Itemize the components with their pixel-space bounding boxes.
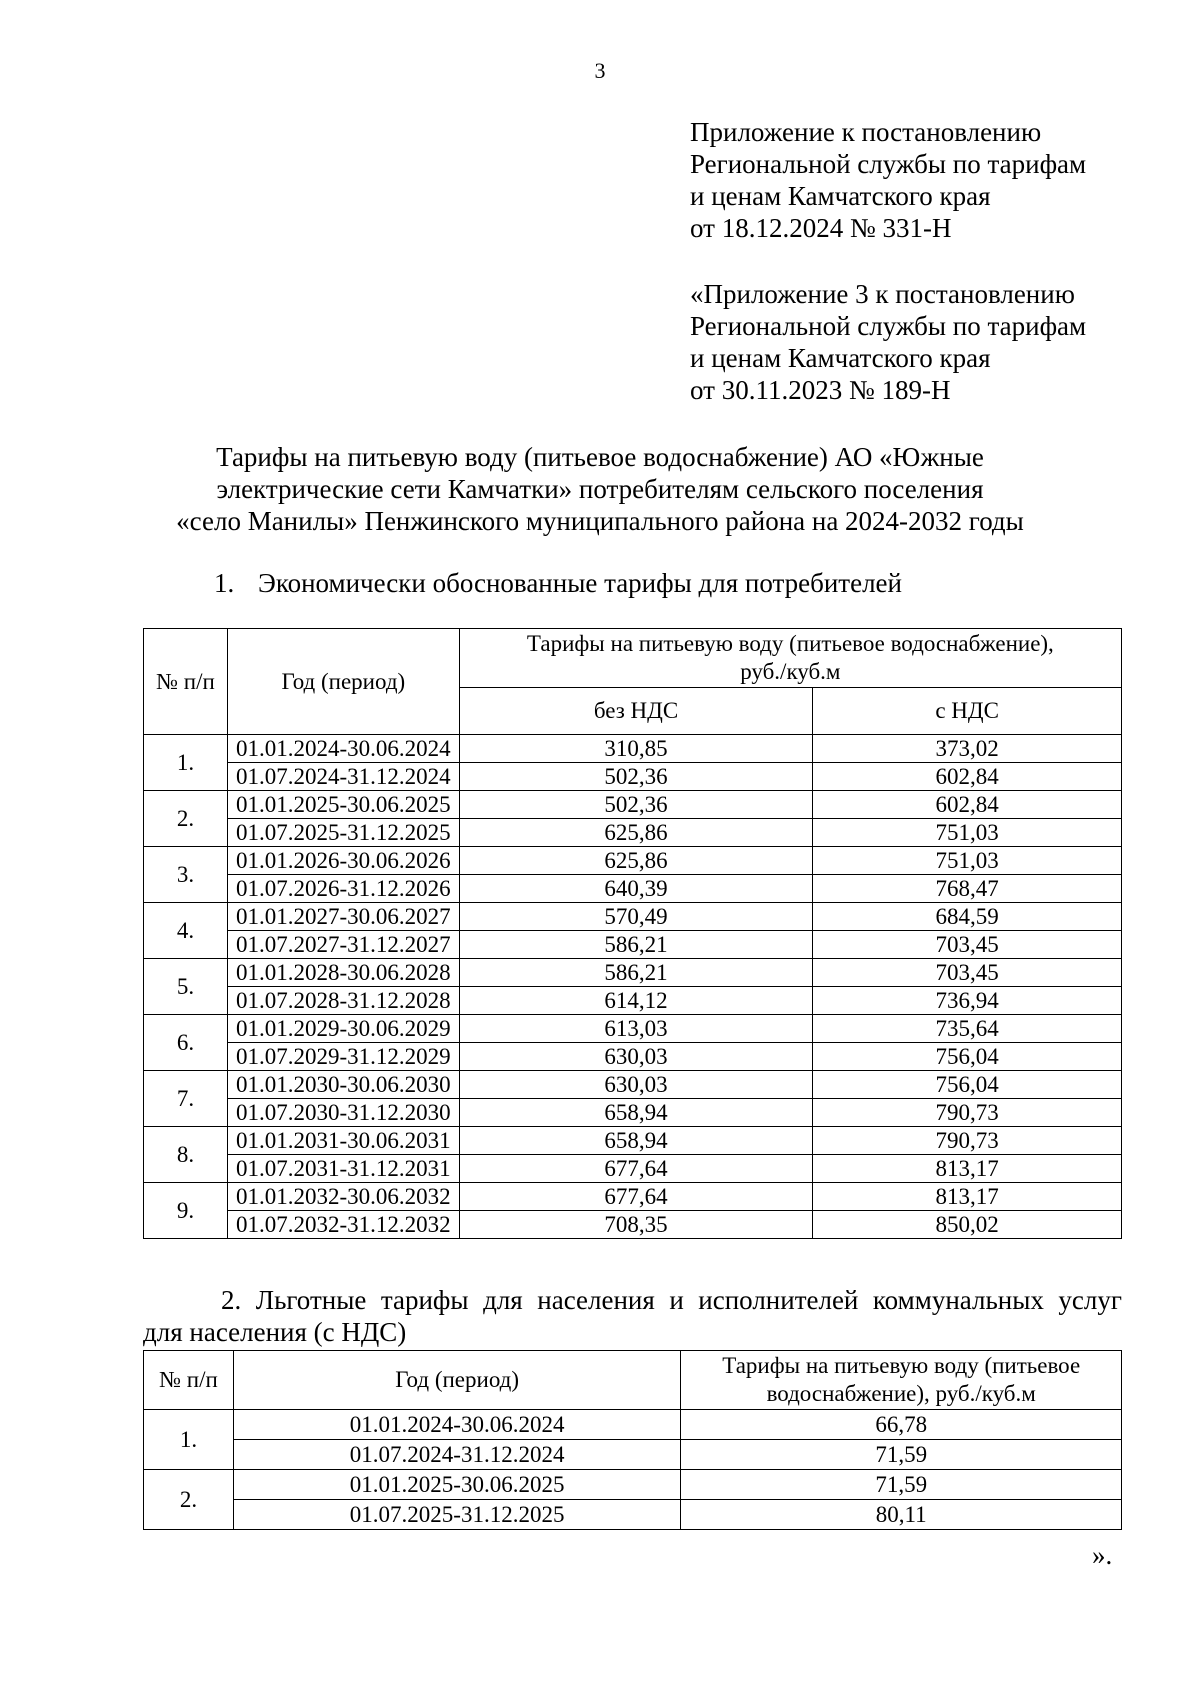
closing-quote-mark: ». <box>1092 1540 1113 1570</box>
row-number: 1. <box>144 735 228 791</box>
row-number: 1. <box>144 1410 234 1470</box>
period-cell: 01.01.2024-30.06.2024 <box>227 735 459 763</box>
row-number: 3. <box>144 847 228 903</box>
tariff-vat-cell: 768,47 <box>813 875 1122 903</box>
column-header-period: Год (период) <box>227 629 459 735</box>
appendix-line: и ценам Камчатского края <box>690 181 991 211</box>
tariff-no-vat-cell: 630,03 <box>459 1043 813 1071</box>
column-header-tariff-line: водоснабжение), руб./куб.м <box>766 1381 1036 1406</box>
heading-word: населения <box>537 1285 655 1315</box>
table-row <box>144 1211 1122 1239</box>
period-cell: 01.07.2026-31.12.2026 <box>227 875 459 903</box>
table-row <box>144 987 1122 1015</box>
tariff-no-vat-cell: 658,94 <box>459 1099 813 1127</box>
period-cell: 01.07.2025-31.12.2025 <box>233 1500 681 1530</box>
appendix-header-current <box>690 116 1170 244</box>
tariff-vat-cell: 602,84 <box>813 763 1122 791</box>
title-line: электрические сети Камчатки» потребителям сельского поселения <box>216 474 984 504</box>
table-row <box>144 1440 1122 1470</box>
appendix-line: Региональной службы по тарифам <box>690 311 1087 341</box>
tariff-no-vat-cell: 614,12 <box>459 987 813 1015</box>
tariff-no-vat-cell: 625,86 <box>459 847 813 875</box>
row-number: 9. <box>144 1183 228 1239</box>
tariff-vat-cell: 373,02 <box>813 735 1122 763</box>
economic-tariffs-body <box>144 735 1122 1239</box>
period-cell: 01.01.2028-30.06.2028 <box>227 959 459 987</box>
tariff-no-vat-cell: 708,35 <box>459 1211 813 1239</box>
heading-word: и <box>669 1285 684 1315</box>
heading-word: коммунальных <box>872 1285 1044 1315</box>
tariff-no-vat-cell: 586,21 <box>459 959 813 987</box>
tariff-no-vat-cell: 502,36 <box>459 791 813 819</box>
document-title <box>110 441 1090 537</box>
table-row <box>144 1015 1122 1043</box>
preferential-tariffs-body <box>144 1410 1122 1530</box>
period-cell: 01.01.2031-30.06.2031 <box>227 1127 459 1155</box>
section-2-heading-line-1 <box>143 1284 1122 1316</box>
tariff-no-vat-cell: 586,21 <box>459 931 813 959</box>
row-number: 2. <box>144 791 228 847</box>
table-row <box>144 903 1122 931</box>
page-number: 3 <box>594 58 606 83</box>
row-number: 2. <box>144 1470 234 1530</box>
tariff-vat-cell: 751,03 <box>813 847 1122 875</box>
table-row <box>144 1071 1122 1099</box>
heading-word: 2. <box>221 1285 242 1315</box>
column-header-period: Год (период) <box>233 1351 681 1410</box>
section-1-number: 1. <box>214 568 235 598</box>
column-header-number: № п/п <box>144 629 228 735</box>
table-row <box>144 875 1122 903</box>
tariff-vat-cell: 790,73 <box>813 1099 1122 1127</box>
table-row <box>144 1155 1122 1183</box>
table-row <box>144 1099 1122 1127</box>
tariff-vat-cell: 602,84 <box>813 791 1122 819</box>
tariff-cell: 66,78 <box>681 1410 1122 1440</box>
heading-word: тарифы <box>380 1285 469 1315</box>
appendix-line: Приложение к постановлению <box>690 117 1042 147</box>
tariff-vat-cell: 751,03 <box>813 819 1122 847</box>
table-row <box>144 931 1122 959</box>
table-row <box>144 1043 1122 1071</box>
title-line: «село Манилы» Пенжинского муниципального района на 2024-2032 годы <box>176 506 1024 536</box>
tariff-vat-cell: 756,04 <box>813 1071 1122 1099</box>
heading-word: исполнителей <box>698 1285 859 1315</box>
period-cell: 01.07.2028-31.12.2028 <box>227 987 459 1015</box>
heading-word: Льготные <box>255 1285 367 1315</box>
tariff-no-vat-cell: 658,94 <box>459 1127 813 1155</box>
appendix-line: от 30.11.2023 № 189-Н <box>690 375 951 405</box>
tariff-vat-cell: 790,73 <box>813 1127 1122 1155</box>
period-cell: 01.01.2024-30.06.2024 <box>233 1410 681 1440</box>
heading-word: для <box>483 1285 523 1315</box>
tariff-no-vat-cell: 502,36 <box>459 763 813 791</box>
table-row <box>144 1500 1122 1530</box>
tariff-vat-cell: 736,94 <box>813 987 1122 1015</box>
tariff-vat-cell: 813,17 <box>813 1155 1122 1183</box>
section-2-heading-line-2: для населения (с НДС) <box>143 1317 407 1347</box>
section-1-heading-text: Экономически обоснованные тарифы для потребителей <box>258 568 902 598</box>
tariff-vat-cell: 684,59 <box>813 903 1122 931</box>
tariff-cell: 71,59 <box>681 1470 1122 1500</box>
period-cell: 01.01.2025-30.06.2025 <box>227 791 459 819</box>
section-2-heading <box>143 1284 1122 1348</box>
tariff-vat-cell: 735,64 <box>813 1015 1122 1043</box>
preferential-tariffs-table <box>143 1350 1122 1530</box>
heading-word: услуг <box>1058 1285 1122 1315</box>
row-number: 4. <box>144 903 228 959</box>
column-header-vat: с НДС <box>813 688 1122 735</box>
column-header-no-vat: без НДС <box>459 688 813 735</box>
period-cell: 01.07.2024-31.12.2024 <box>233 1440 681 1470</box>
tariff-no-vat-cell: 570,49 <box>459 903 813 931</box>
table-row <box>144 819 1122 847</box>
column-header-number: № п/п <box>144 1351 234 1410</box>
column-header-tariff-line: руб./куб.м <box>740 659 841 684</box>
period-cell: 01.07.2027-31.12.2027 <box>227 931 459 959</box>
appendix-line: от 18.12.2024 № 331-Н <box>690 213 952 243</box>
row-number: 8. <box>144 1127 228 1183</box>
period-cell: 01.07.2031-31.12.2031 <box>227 1155 459 1183</box>
table-row <box>144 847 1122 875</box>
economic-tariffs-table <box>143 628 1122 1239</box>
table-row <box>144 1183 1122 1211</box>
tariff-vat-cell: 813,17 <box>813 1183 1122 1211</box>
tariff-no-vat-cell: 310,85 <box>459 735 813 763</box>
tariff-vat-cell: 703,45 <box>813 931 1122 959</box>
tariff-no-vat-cell: 640,39 <box>459 875 813 903</box>
period-cell: 01.07.2025-31.12.2025 <box>227 819 459 847</box>
appendix-header-amended <box>690 278 1170 406</box>
tariff-cell: 80,11 <box>681 1500 1122 1530</box>
row-number: 7. <box>144 1071 228 1127</box>
period-cell: 01.07.2030-31.12.2030 <box>227 1099 459 1127</box>
appendix-line: Региональной службы по тарифам <box>690 149 1087 179</box>
tariff-vat-cell: 756,04 <box>813 1043 1122 1071</box>
tariff-no-vat-cell: 677,64 <box>459 1155 813 1183</box>
tariff-no-vat-cell: 630,03 <box>459 1071 813 1099</box>
table-row <box>144 1410 1122 1440</box>
period-cell: 01.07.2024-31.12.2024 <box>227 763 459 791</box>
period-cell: 01.01.2025-30.06.2025 <box>233 1470 681 1500</box>
period-cell: 01.01.2027-30.06.2027 <box>227 903 459 931</box>
table-row <box>144 1127 1122 1155</box>
row-number: 6. <box>144 1015 228 1071</box>
appendix-line: «Приложение 3 к постановлению <box>690 279 1075 309</box>
section-1-heading <box>214 567 902 599</box>
period-cell: 01.01.2030-30.06.2030 <box>227 1071 459 1099</box>
table-row <box>144 763 1122 791</box>
tariff-no-vat-cell: 613,03 <box>459 1015 813 1043</box>
period-cell: 01.07.2029-31.12.2029 <box>227 1043 459 1071</box>
tariff-no-vat-cell: 625,86 <box>459 819 813 847</box>
table-row <box>144 791 1122 819</box>
column-header-tariff <box>459 629 1121 688</box>
tariff-cell: 71,59 <box>681 1440 1122 1470</box>
column-header-tariff-line: Тарифы на питьевую воду (питьевое водоснабжение), <box>526 631 1054 656</box>
period-cell: 01.01.2029-30.06.2029 <box>227 1015 459 1043</box>
table-row <box>144 735 1122 763</box>
appendix-line: и ценам Камчатского края <box>690 343 991 373</box>
title-line: Тарифы на питьевую воду (питьевое водоснабжение) АО «Южные <box>216 442 984 472</box>
column-header-tariff <box>681 1351 1122 1410</box>
tariff-vat-cell: 703,45 <box>813 959 1122 987</box>
period-cell: 01.07.2032-31.12.2032 <box>227 1211 459 1239</box>
row-number: 5. <box>144 959 228 1015</box>
table-row <box>144 1470 1122 1500</box>
period-cell: 01.01.2032-30.06.2032 <box>227 1183 459 1211</box>
period-cell: 01.01.2026-30.06.2026 <box>227 847 459 875</box>
tariff-no-vat-cell: 677,64 <box>459 1183 813 1211</box>
column-header-tariff-line: Тарифы на питьевую воду (питьевое <box>722 1353 1081 1378</box>
table-row <box>144 959 1122 987</box>
tariff-vat-cell: 850,02 <box>813 1211 1122 1239</box>
